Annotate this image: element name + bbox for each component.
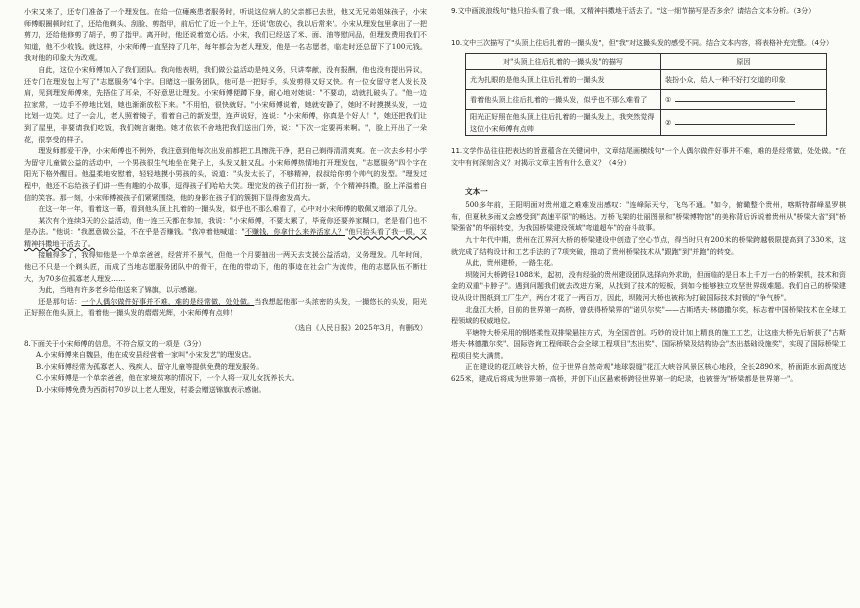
question-8-stem: 8.下面关于小宋师傅的信息，不符合原文的一项是（3分） <box>24 338 206 348</box>
table-cell-description: 尤为扎眼的是他头顶上往后扎着的一撮头发 <box>466 70 661 90</box>
text-one-paragraph: 正在建设的花江峡谷大桥，位于世界自然奇观"地球裂缝"花江大峡谷风景区核心地段，全长2890米，桥面距水面高度达625米，建成后将成为世界第一高桥，并创下山区悬索桥跨径世界第一的纪录，也被誉为"桥梁都是世界第一"。 <box>451 362 846 384</box>
paragraph-text: 接触得多了，我得知他是一个单亲爸爸，经营并不景气，但他一个月要抽出一两天去支援公益活动，义务理发。几年时间，他已不只是一个剃头匠，而成了当地志愿服务团队中的骨干，在他的带动下，他的事迹在社会广为流传，他的志愿队伍不断壮大，为70多位孤寡老人理发…… <box>24 250 427 283</box>
paragraph-text: 当我想起他那一头浓密的头发，一撮悠长的头发，阳光正好照在他头顶上，看着他一撮头发的熠熠光辉，小宋师傅有点帅！ <box>24 296 428 318</box>
table-cell-description: 看着他头顶上往后扎着的一撮头发，似乎也不那么难看了 <box>466 90 661 110</box>
story-paragraph <box>24 284 427 296</box>
question-10: 10.文中三次描写了"头顶上往后扎着的一撮头发"，但"我"对这撮头发的感受不同。结合文本内容，将表格补充完整。（4分） <box>451 38 833 47</box>
story-text <box>24 6 427 319</box>
table-row <box>466 110 827 136</box>
story-paragraph <box>24 64 427 145</box>
source-credit: （选自《人民日报》2025年3月，有删改） <box>290 323 427 333</box>
text-one-paragraph: 平塘特大桥采用的钢塔柔性双排梁悬挂方式，为全国首创。巧妙的设计加上精良的施工工艺，让这座大桥先后斩获了"古斯塔夫·林德撒尔奖"、国际咨询工程师联合会全球工程项目"杰出奖"、国际桥梁及结构协会"杰出基础设施奖"，实现了国际桥梁工程项目奖大满贯。 <box>451 327 846 360</box>
table-cell-description: 阳光正好照在他头顶上往后扎着的一撮头发上，我突然觉得这位小宋师傅有点帅 <box>466 110 661 136</box>
underlined-sentence: 一个人偶尔做件好事并不难，难的是经常做，处处做。 <box>81 296 255 306</box>
question-8-option-c: C.小宋师傅是一个单亲爸爸，他在家境贫寒的情况下，一个人将一双儿女抚养长大。 <box>36 373 299 383</box>
table-header-description: 对"头顶上往后扎着的一撮头发"的描写 <box>466 54 661 70</box>
table-header-reason: 原因 <box>661 54 827 70</box>
table-cell-answer-blank[interactable] <box>661 110 827 136</box>
left-column <box>24 6 427 396</box>
blank-marker: ① <box>665 95 672 105</box>
answer-table <box>465 53 827 136</box>
underlined-sentence: 不赚钱，你拿什么来养活家人？ <box>244 227 346 237</box>
table-header-row <box>466 54 827 70</box>
story-paragraph <box>24 6 427 64</box>
paragraph-text: 某次有个连续3天的公益活动，他一连三天都在参加，我说："小宋师傅，不要太累了，毕竟你还要养家糊口，老是看门也不是办法。"他说："我愿意做公益，不在乎是否赚钱。"我冲着他喊道：" <box>24 215 427 237</box>
paragraph-text: 自此，这位小宋师傅加入了我们团队。我向他表明，我们做公益活动是纯义务，只讲奉献，没有报酬，他也没有提出异议，还专门在理发包上写了"志愿服务"4个字。目睹这一服务团队，他可是一把好手，头发剪得又好又快。有一位女留守老人发长及肩，见到理发师傅来，先捂住了耳朵，不好意思让理发。小宋师傅便蹲下身，耐心地对她说："不要动，动就扎破头了。"他一边拉家常，一边手不停地比划，她也渐渐放松下来。"不用怕，很快就好。"小宋师傅说着，她就安静了，她时不时摸摸头发，一边比划一边笑。过了一会儿，老人照着镜子，看着自己的新发型，连声说好，连说："小宋师傅，你真是个好人！"，她还把我们让到了屋里，非要请我们吃饭，我们婉言谢绝。她才依依不舍地把我们送出门外，说："下次一定要再来啊。"，脸上开出了一朵花，很享受的样子。 <box>24 64 427 144</box>
table-cell-reason: 装扮小众，给人一种不好打交道的印象 <box>661 70 827 90</box>
paragraph-text: 为此，当地有许多老乡给他送来了锦旗，以示感谢。 <box>38 285 202 295</box>
table-cell-answer-blank[interactable] <box>661 90 827 110</box>
story-paragraph <box>24 249 427 284</box>
story-paragraph <box>24 145 427 203</box>
question-8-option-b: B.小宋师傅经常为孤寡老人、残疾人、留守儿童等提供免费的理发服务。 <box>36 361 264 371</box>
question-8-option-d: D.小宋师傅免费为西街村70岁以上老人理发，村委会赠送锦旗表示感谢。 <box>36 385 266 394</box>
question-9: 9.文中画波浪线句"他只抬头看了我一眼，又精神抖擞地干活去了。"这一细节描写是否多余？请结合文本分析。（3分） <box>451 7 816 15</box>
table-row <box>466 70 827 90</box>
story-paragraph <box>24 215 427 250</box>
answer-line <box>675 116 795 125</box>
wavy-underlined-sentence: 他只抬头看了我一眼，又精神抖擞地干活去了。 <box>24 227 427 248</box>
question-8 <box>24 338 427 396</box>
text-one-paragraph: 坝陵河大桥跨径1088米，起初，没有经验的贵州建设团队选择向外求助，但面临的是日本上千万一台的桥架机，技术和资金的双重"卡脖子"。遇到问题我们就去改进方案，从找到了技术的短板，到如今能够独立攻坚世界级难题。我们自己的桥梁建设从设计图纸到工厂生产，两台才花了一两百万，因此，坝陵河大桥也被称为打破国际技术封锁的"争气桥"。 <box>451 269 846 302</box>
right-column <box>451 6 846 385</box>
text-one-body <box>451 199 846 385</box>
paragraph-text: 还是那句话： <box>38 296 82 306</box>
paragraph-text: 理发师都爱干净，小宋师傅也不例外，我注意到他每次出发前都把工具擦洗干净，把自己剃得清清爽爽。在一次去乡村小学为留守儿童做公益的活动中，一个男孩很生气地坐在凳子上，头发又脏又乱。小宋师傅热情地打开理发包，"志愿服务"四个字在阳光下格外醒目。他温柔地安慰着，轻轻地摸小男孩的头，说道："头发太长了，不够精神，叔叔给你剪个帅气的发型。"理发过程中，他还不忘给孩子们讲一些有趣的小故事，逗得孩子们哈哈大笑。理完发的孩子们打扮一新，个个精神抖擞，脸上洋溢着自信的笑容。那一刻，小宋师傅被孩子们紧紧围绕，他的身影在孩子们的簇拥下显得愈发高大。 <box>24 146 427 202</box>
paragraph-text: " <box>345 227 349 237</box>
answer-line <box>675 93 795 102</box>
text-one-paragraph: 500多年前，王阳明面对贵州道之难难发出感叹："连峰际天兮，飞鸟不通。"如今，俯瞰整个贵州，喀斯特群峰星罗棋布，但夏秋多雨又会感受到"高速平原"的畅达。万桥飞架的壮丽图景和"桥梁博物馆"的美称背后诉说着贵州从"桥梁大省"到"桥梁强省"的华丽转变，为我国桥梁建设领域"弯道超车"的奋斗故事。 <box>451 200 846 233</box>
table-row <box>466 90 827 110</box>
story-paragraph <box>24 203 427 215</box>
paragraph-text: 在这一年一年，看着这一幕，看到他头顶上扎着的一撮头发，似乎也不那么难看了，心中对小宋师傅的敬佩又增添了几分。 <box>38 204 422 214</box>
story-paragraph <box>24 296 427 319</box>
text-one-paragraph: 北盘江大桥，目前的世界第一高桥，曾获得桥梁界的"诺贝尔奖"——古斯塔夫·林德撒尔奖，标志着中国桥梁技术在全球工程领域的权威地位。 <box>451 304 846 326</box>
text-one-paragraph: 从此，贵州建桥，一路生花。 <box>465 258 558 268</box>
question-11: 11.文学作品往往把表达的旨意蕴含在关键词中，文章结尾画横线句"一个人偶尔做件好事并不难，难的是经常做，处处做。"在文中有何深刻含义？对揭示文章主旨有什么意义？（4分） <box>451 147 846 167</box>
text-one-paragraph: 九十年代中期，贵州在江界河大桥的桥梁建设中创造了空心节点，得当时只有200米的桥梁跨越极限提高到了330米，这就完成了结构设计和工艺手法的了7项突破，推动了贵州桥梁技术从"跟跑"到"并跑"的转变。 <box>451 234 846 256</box>
paragraph-text: 小宋又来了，还专门准备了一个理发包。在给一位瘫痪患者服务时，听说这位病人的父亲都已去世，他又无兄弟姐妹孩子，小宋师傅眼圈顿时红了，还给他剃头、刮脸、剪指甲，前后忙了近一个上午，还说'您放心，我以后常来'。小宋从理发包里拿出了一把剪刀，还给他修剪了胡子，剪了指甲。离开时，他还说着宽心话。小宋，我们已经送了米、面、油等慰问品，但理发费用我们不知道，他不少收钱。就这样，小宋师傅一直坚持了几年，每年都会为老人理发，他是一名志愿者，临走时还总留下了100元钱。我对他的印象大为改观。 <box>24 7 427 63</box>
blank-marker: ② <box>665 118 672 128</box>
question-8-option-a: A.小宋师傅来自魏县，他在成安县经营着一家叫"小宋发艺"的理发店。 <box>36 350 256 360</box>
section-title: 文本一 <box>465 186 488 196</box>
